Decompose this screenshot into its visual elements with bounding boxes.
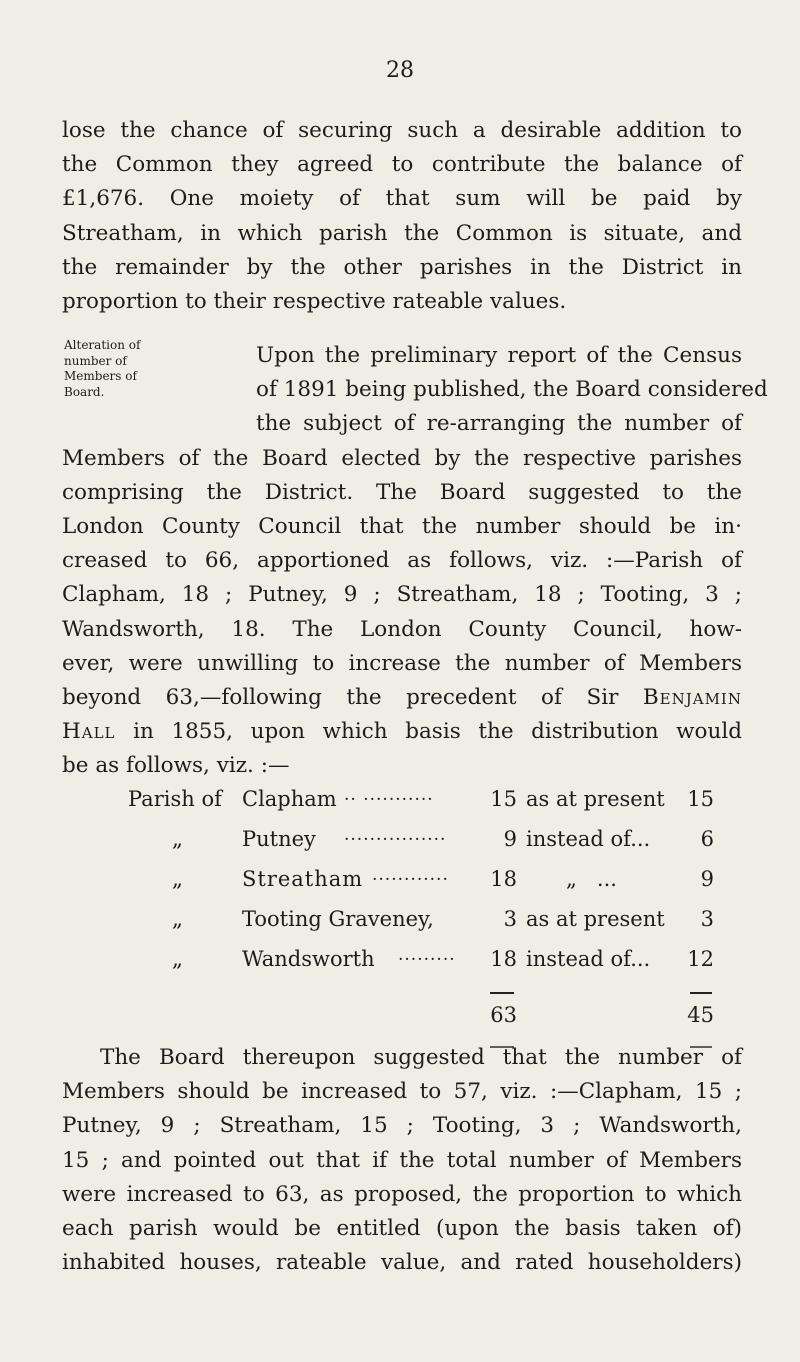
text-line: creased to 66, apportioned as follows, viz. :—Parish of [62, 548, 742, 574]
text-line: £1,676. One moiety of that sum will be paid by [62, 186, 742, 212]
present-count: 3 [700, 907, 714, 931]
text-line: be as follows, viz. :— [62, 753, 290, 779]
text-line [62, 715, 742, 749]
parish-name: Streatham [242, 867, 364, 891]
row-prefix: Parish of [128, 787, 222, 811]
comparison-note: „ ... [566, 867, 617, 891]
text-line: of 1891 being published, the Board considered [256, 377, 768, 403]
comparison-note: instead of... [526, 947, 651, 971]
text-line [62, 681, 742, 715]
proposed-count: 18 [490, 867, 517, 891]
text-fragment: beyond 63,—following the precedent of Sir [62, 685, 619, 711]
row-prefix: „ [172, 947, 183, 971]
comparison-note: as at present [526, 787, 665, 811]
page-number: 28 [386, 58, 414, 83]
dot-leader: ......... [398, 945, 456, 965]
parish-name: Tooting Graveney, [242, 907, 434, 931]
text-line: Upon the preliminary report of the Census [256, 343, 742, 368]
parish-name: Clapham [242, 787, 337, 811]
text-line: Wandsworth, 18. The London County Council, how- [62, 616, 742, 642]
dot-leader: .. ........... [344, 785, 434, 805]
text-line: were increased to 63, as proposed, the proportion to which [62, 1181, 742, 1207]
sum-rule [490, 992, 514, 994]
text-fragment: in 1855, upon which basis the distribution would [133, 719, 742, 745]
text-line: Putney, 9 ; Streatham, 15 ; Tooting, 3 ; Wandsworth, [62, 1113, 742, 1139]
dot-leader: ................ [344, 825, 447, 845]
text-line: London County Council that the number should be in· [62, 514, 742, 540]
person-name: Benjamin [642, 685, 742, 711]
margin-note-line: Members of [64, 369, 137, 383]
row-prefix: „ [172, 827, 183, 851]
margin-note-line: Alteration of [64, 338, 141, 352]
text-line: The Board thereupon suggested that the number of [100, 1045, 742, 1070]
proposed-count: 3 [503, 907, 517, 931]
text-line: the subject of re-arranging the number of [256, 411, 742, 437]
margin-note-line: number of [64, 353, 127, 368]
parish-name: Putney [242, 827, 316, 851]
text-line: each parish would be entitled (upon the basis taken of) [62, 1216, 742, 1242]
row-prefix: „ [172, 867, 183, 891]
present-count: 15 [687, 787, 714, 811]
present-count: 6 [700, 827, 714, 851]
sum-rule [690, 992, 712, 994]
proposed-count: 15 [490, 787, 517, 811]
text-line: Members should be increased to 57, viz. :—Clapham, 15 ; [62, 1079, 742, 1105]
paragraph-common-contribution [62, 114, 742, 319]
parish-name: Wandsworth [242, 947, 375, 971]
total-present: 45 [687, 1003, 714, 1027]
total-proposed: 63 [490, 1003, 517, 1027]
text-line: Members of the Board elected by the respective parishes [62, 445, 742, 471]
row-prefix: „ [172, 907, 183, 931]
text-line: Streatham, in which parish the Common is situate, and [62, 220, 742, 246]
paragraph-board-suggestion [62, 1041, 742, 1280]
paragraph-census-report [62, 339, 768, 784]
text-line: inhabited houses, rateable value, and rated householders) [62, 1250, 742, 1276]
comparison-note: instead of... [526, 827, 651, 851]
text-line: lose the chance of securing such a desirable addition to [62, 118, 742, 143]
text-line: ever, were unwilling to increase the number of Members [62, 650, 742, 676]
text-line: 15 ; and pointed out that if the total number of Members [62, 1147, 742, 1173]
person-name: Hall [62, 719, 116, 745]
text-line: proportion to their respective rateable values. [62, 289, 567, 315]
text-line: comprising the District. The Board suggested to the [62, 479, 742, 505]
comparison-note: as at present [526, 907, 665, 931]
margin-note-line: Board. [64, 384, 105, 399]
dot-leader: ............ [372, 865, 449, 885]
present-count: 9 [700, 867, 714, 891]
present-count: 12 [687, 947, 714, 971]
text-line: Clapham, 18 ; Putney, 9 ; Streatham, 18 ; Tooting, 3 ; [62, 582, 742, 608]
proposed-count: 18 [490, 947, 517, 971]
proposed-count: 9 [503, 827, 517, 851]
text-line: the Common they agreed to contribute the balance of [62, 152, 742, 178]
text-line: the remainder by the other parishes in the District in [62, 254, 742, 280]
